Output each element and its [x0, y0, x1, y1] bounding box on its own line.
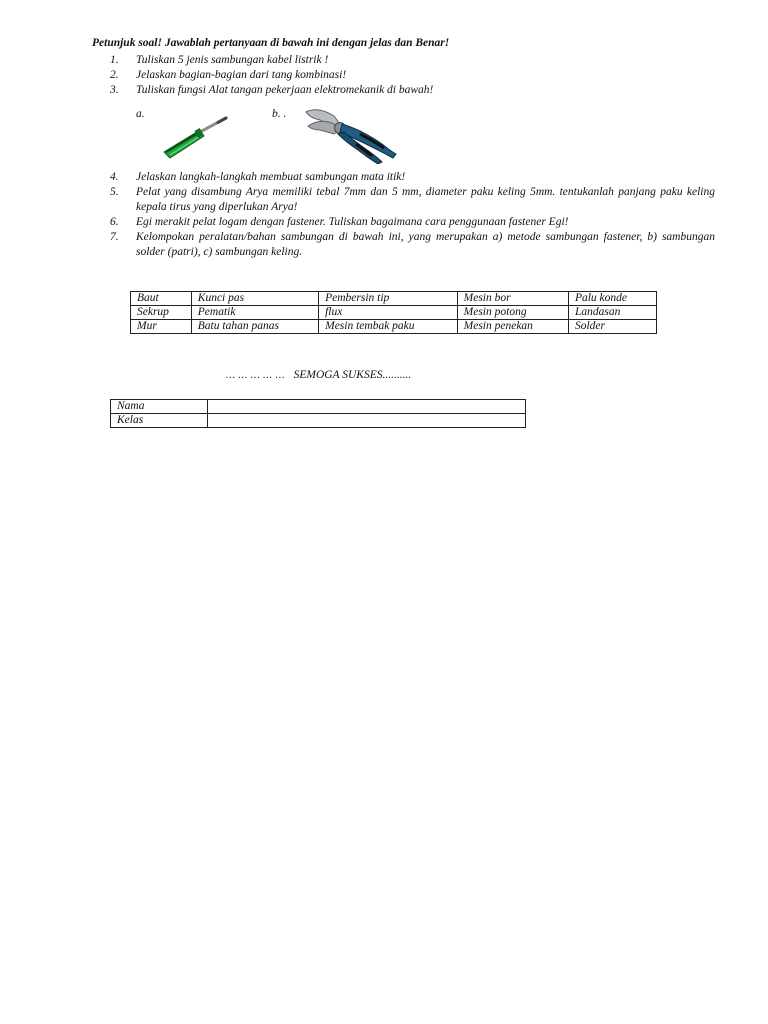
- table-row: [111, 414, 526, 428]
- question-item: [110, 83, 715, 98]
- question-text: Tuliskan fungsi Alat tangan pekerjaan elektromekanik di bawah!: [136, 84, 434, 96]
- question-item: [110, 68, 715, 83]
- question-text: Pelat yang disambung Arya memiliki tebal 7mm dan 5 mm, diameter paku keling 5mm. tentukanlah panjang paku keling kepala tirus yang diperlukan Arya!: [136, 186, 715, 213]
- materials-table: [130, 291, 657, 334]
- question-text: Tuliskan 5 jenis sambungan kabel listrik !: [136, 54, 329, 66]
- closing-suffix: ..........: [382, 369, 412, 381]
- table-cell: Batu tahan panas: [191, 320, 318, 334]
- question-text: Jelaskan langkah-langkah membuat sambungan mata itik!: [136, 171, 406, 183]
- question-item: [110, 215, 715, 230]
- image-label-b: b. .: [272, 108, 287, 120]
- table-cell: Baut: [131, 292, 192, 306]
- table-cell: flux: [319, 306, 458, 320]
- table-cell: Pembersin tip: [319, 292, 458, 306]
- question-item: [110, 53, 715, 68]
- table-cell: Mur: [131, 320, 192, 334]
- question-number: 2.: [110, 69, 119, 81]
- name-label: Nama: [111, 400, 208, 414]
- question-list: [110, 53, 715, 260]
- class-field[interactable]: [208, 414, 526, 428]
- table-row: [131, 306, 657, 320]
- tool-images: [110, 98, 715, 170]
- question-number: 5.: [110, 186, 119, 198]
- closing-prefix: … … … … …: [226, 370, 285, 381]
- identity-table: [110, 399, 526, 428]
- question-number: 6.: [110, 216, 119, 228]
- table-cell: Solder: [568, 320, 656, 334]
- instruction-heading: Petunjuk soal! Jawablah pertanyaan di bawah ini dengan jelas dan Benar!: [92, 37, 450, 49]
- question-number: 3.: [110, 84, 119, 96]
- class-label: Kelas: [111, 414, 208, 428]
- question-text: Kelompokan peralatan/bahan sambungan di bawah ini, yang merupakan a) metode sambungan fastener, b) sambungan solder (patri), c) sambungan keling.: [136, 231, 715, 258]
- question-text: Jelaskan bagian-bagian dari tang kombinasi!: [136, 69, 347, 81]
- table-cell: Mesin tembak paku: [319, 320, 458, 334]
- table-row: [131, 292, 657, 306]
- question-text: Egi merakit pelat logam dengan fastener. Tuliskan bagaimana cara penggunaan fastener Egi!: [136, 216, 569, 228]
- table-cell: Palu konde: [568, 292, 656, 306]
- table-cell: Pematik: [191, 306, 318, 320]
- closing-text: SEMOGA SUKSES: [293, 369, 383, 381]
- question-number: 4.: [110, 171, 119, 183]
- name-field[interactable]: [208, 400, 526, 414]
- image-label-a: a.: [136, 108, 145, 120]
- table-cell: Mesin potong: [457, 306, 568, 320]
- question-item: [110, 170, 715, 185]
- screwdriver-icon: [160, 114, 230, 162]
- table-cell: Mesin bor: [457, 292, 568, 306]
- table-cell: Sekrup: [131, 306, 192, 320]
- table-cell: Landasan: [568, 306, 656, 320]
- question-item: [110, 185, 715, 215]
- question-item: [110, 230, 715, 260]
- table-cell: Mesin penekan: [457, 320, 568, 334]
- question-number: 1.: [110, 54, 119, 66]
- table-row: [111, 400, 526, 414]
- table-row: [131, 320, 657, 334]
- combination-pliers-icon: [300, 102, 400, 164]
- question-number: 7.: [110, 231, 119, 243]
- table-cell: Kunci pas: [191, 292, 318, 306]
- closing-message: [226, 369, 411, 381]
